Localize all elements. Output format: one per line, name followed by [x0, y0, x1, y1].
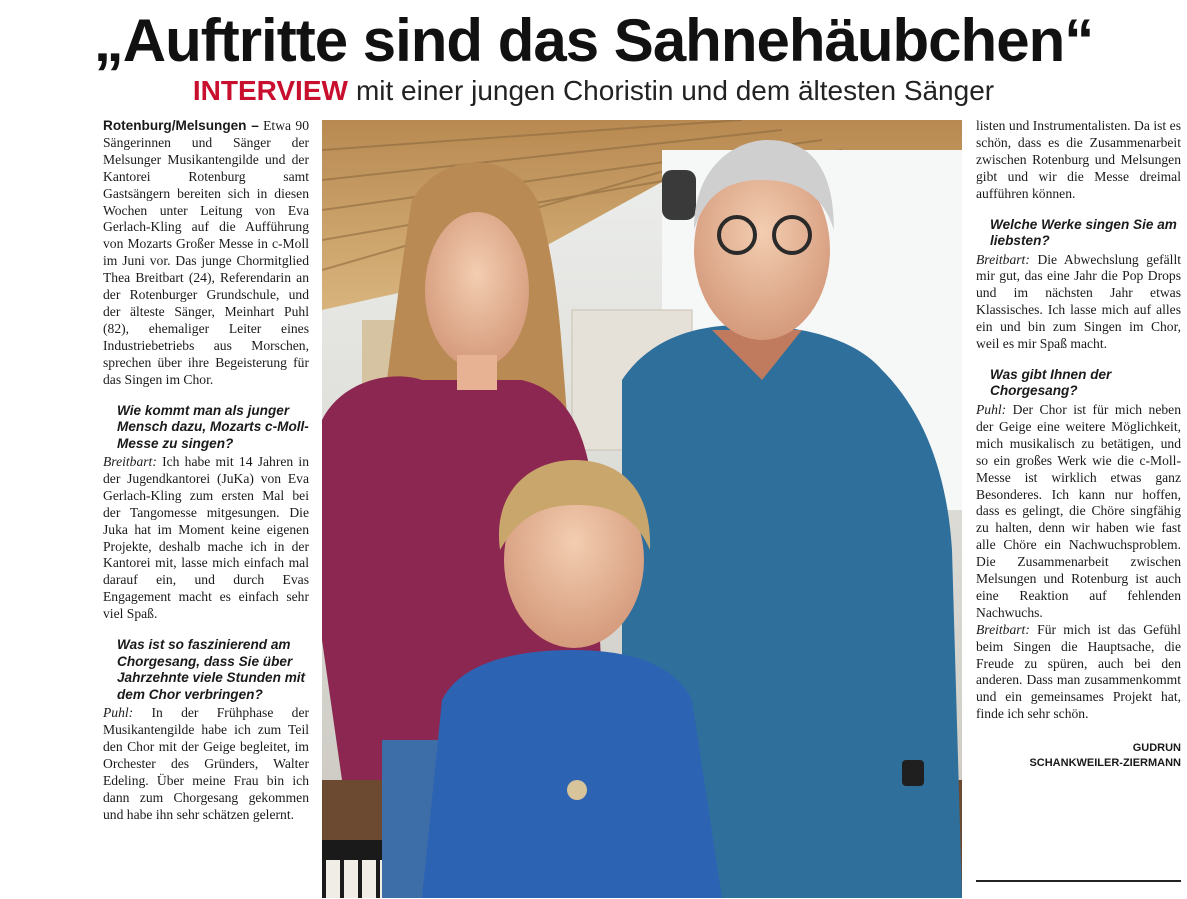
author-last-name: SCHANKWEILER-ZIERMANN: [1029, 757, 1181, 770]
answer-1: Breitbart: Ich habe mit 14 Jahren in der Jugendkantorei (JuKa) von Eva Gerlach-Kling zum ersten Mal bei der Tangomesse mitgesungen. Die Juka hat im Moment keine eigenen Projekte, deshalb mache ich in der Kantorei mit, lasse mich einfach mal darauf ein, und durch Evas Engagement macht es einfach sehr viel Spaß.: [103, 454, 309, 622]
answer-5: Breitbart: Für mich ist das Gefühl beim Singen die Hauptsache, die Freude zu spüren, auch bei den anderen. Dass man zusammenkommt und ein gemeinsames Projekt hat, finde ich sehr schön.: [976, 621, 1181, 722]
author-first-name: GUDRUN: [1132, 742, 1181, 755]
question-1: Wie kommt man als junger Mensch dazu, Mozarts c-Moll- Messe zu singen?: [117, 402, 309, 451]
dateline: Rotenburg/Melsungen –: [103, 118, 259, 133]
answer-4: Puhl: Der Chor ist für mich neben der Geige eine weitere Möglichkeit, mich musikalisch zu betätigen, und so ein großes Werk wie die c-Moll-Messe ist wirklich etwas ganz Besonderes. Ich kann nur hoffen, dass es gelingt, die Chöre singfähig zu halten, denn wir haben wie fast alle Chöre ein Nachwuchsproblem. Die Zusammenarbeit zwischen Melsungen und Rotenburg ist auch eine Reaktion auf fehlenden Nachwuchs.: [976, 401, 1181, 620]
speaker-label: Breitbart:: [103, 454, 157, 469]
answer-3: Breitbart: Die Abwechslung gefällt mir gut, das eine Jahr die Pop Drops und im nächsten Jahr etwas Klassisches. Ich lasse mich auf alles ein und bin zum Singen im Chor, weil es mir Spaß macht.: [976, 251, 1181, 352]
author-byline: [976, 741, 1181, 771]
speaker-label: Puhl:: [976, 401, 1007, 417]
question-3: Welche Werke singen Sie am liebsten?: [990, 216, 1177, 249]
article-photo: [322, 120, 962, 898]
speaker-label: Breitbart:: [976, 621, 1030, 637]
article-column-right: [976, 118, 1181, 771]
lead-paragraph: Rotenburg/Melsungen – Etwa 90 Sängerinnen und Sänger der Melsunger Musikantengilde und der Kantorei Rotenburg samt Gastsängern bereiten sich in diesen Wochen unter Leitung von Eva Gerlach-Kling auf die Aufführung von Mozarts Großer Messe in c-Moll im Juni vor. Das junge Chormitglied Thea Breitbart (24), Referendarin an der Rotenburger Grundschule, und der älteste Sänger, Meinhart Puhl (82), ehemaliger Leiter eines Industriebetriebs aus Morschen, sprechen über ihre Begeisterung für das Singen im Chor.: [103, 118, 309, 387]
article-column-left: [103, 118, 309, 823]
answer-2-continued: listen und Instrumentalisten. Da ist es schön, dass es die Zusammenarbeit zwischen Rotenburg und Melsungen gibt und wir die Messe dreimal aufführen können.: [976, 118, 1181, 201]
closing-rule: [976, 880, 1181, 882]
question-4: Was gibt Ihnen der Chorgesang?: [990, 366, 1112, 399]
answer-2: Puhl: In der Frühphase der Musikantengilde habe ich zum Teil den Chor mit der Geige begleitet, im Orchester des Gründers, Walter Edeling. Über meine Frau bin ich dann zum Chorgesang gekommen und habe ihn sehr schätzen gelernt.: [103, 705, 309, 822]
speaker-label: Breitbart:: [976, 251, 1030, 267]
speaker-label: Puhl:: [103, 705, 134, 721]
question-2: Was ist so faszinierend am Chorgesang, dass Sie über Jahrzehnte viele Stunden mit dem Chor verbringen?: [117, 637, 306, 702]
subheadline-text: mit einer jungen Choristin und dem ältesten Sänger: [355, 75, 995, 106]
subheadline: [0, 72, 1187, 110]
headline: „Auftritte sind das Sahnehäubchen“: [93, 7, 1094, 74]
kicker-label: INTERVIEW: [192, 75, 348, 106]
